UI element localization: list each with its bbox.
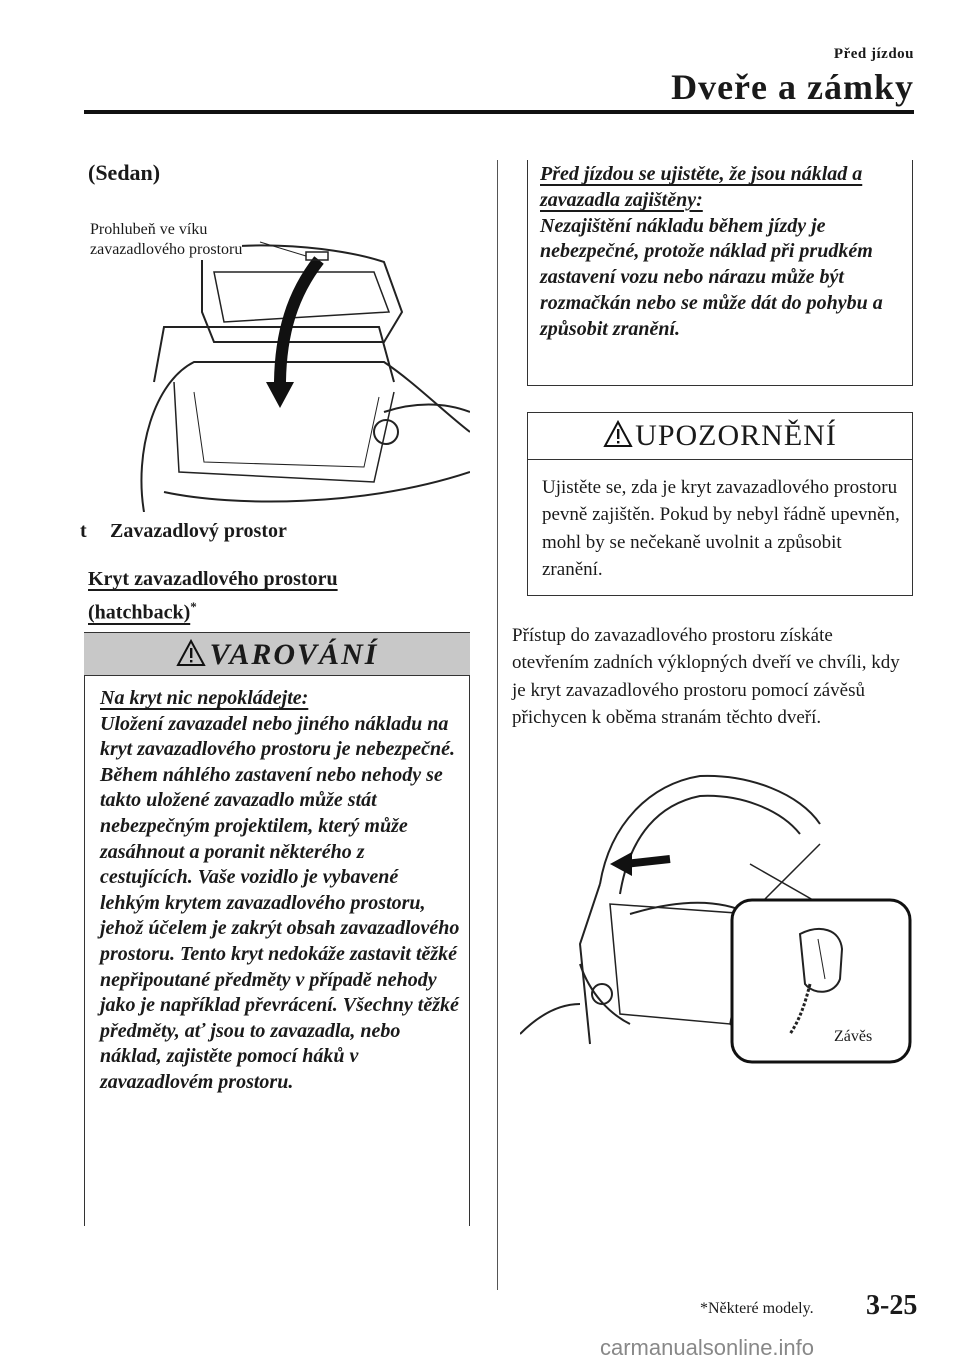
hatchback-illustration — [520, 764, 912, 1064]
section-heading — [88, 565, 338, 627]
page-number: 3-25 — [866, 1290, 918, 1321]
warning-text — [100, 686, 462, 1096]
bullet-text: Zavazadlový prostor — [110, 520, 287, 542]
warning-lead: Na kryt nic nepokládejte: — [100, 687, 309, 709]
chapter-title: Dveře a zámky — [671, 67, 914, 107]
warning-continued-body: Nezajištění nákladu během jízdy je nebezpečné, protože náklad při prudkém zastavení vozu nebo nárazu může být rozmačkán nebo se může dát do pohybu a způsobit zranění. — [540, 214, 883, 340]
caution-title: UPOZORNĚNÍ — [635, 419, 837, 452]
callout-line-1: Prohlubeň ve víku — [90, 221, 208, 238]
warning-continued-lead: Před jízdou se ujistěte, že jsou náklad a zavazadla zajištěny: — [540, 163, 863, 211]
caution-triangle-icon — [603, 420, 633, 448]
bullet-symbol: t — [80, 520, 87, 542]
running-header-section: Před jízdou — [833, 46, 914, 62]
header-rule — [84, 110, 914, 114]
warning-title: VAROVÁNÍ — [209, 638, 379, 671]
footnote-marker: * — [190, 599, 197, 614]
hinge-label: Závěs — [834, 1028, 873, 1045]
warning-header — [84, 632, 470, 676]
sedan-subtitle: (Sedan) — [88, 160, 161, 185]
caution-header — [527, 412, 913, 460]
body-paragraph: Přístup do zavazadlového prostoru získáte otevřením zadních výklopných dveří ve chvíli, kdy je kryt zavazadlového prostoru pomocí závěsů přichycen k oběma stranám těchto dveří. — [512, 625, 900, 729]
bullet-item — [80, 520, 287, 543]
callout-line-2: zavazadlového prostoru — [90, 241, 243, 258]
caution-text: Ujistěte se, zda je kryt zavazadlového prostoru pevně zajištěn. Pokud by nebyl řádně upevněn, mohl by se nečekaně uvolnit a způsobit zranění. — [542, 477, 900, 581]
warning-continued-text — [540, 162, 900, 343]
warning-triangle-icon — [176, 639, 206, 667]
section-heading-line2: (hatchback) — [88, 601, 191, 624]
column-divider — [497, 160, 498, 1290]
watermark: carmanualsonline.info — [600, 1335, 815, 1360]
section-heading-line1: Kryt zavazadlového prostoru — [88, 568, 338, 590]
warning-body: Uložení zavazadel nebo jiného nákladu na kryt zavazadlového prostoru je nebezpečné. Během náhlého zastavení nebo nehody se takto uložené zavazadlo může stát nebezpečným projektilem, který může zasáhnout a poranit některého z cestujících. Vaše vozidlo je vybavené lehkým krytem zavazadlového prostoru, jehož účelem je zakrýt obsah zavazadlového prostoru. Tento kryt nedokáže zastavit těžké nepřipoutané předměty v případě nehody jako je například převrácení. Všechny těžké předměty, ať jsou to zavazadla, nebo náklad, zajistěte pomocí háků v zavazadlovém prostoru. — [100, 712, 460, 1093]
figure-callout-label — [90, 220, 242, 260]
footnote: *Některé modely. — [700, 1300, 814, 1317]
